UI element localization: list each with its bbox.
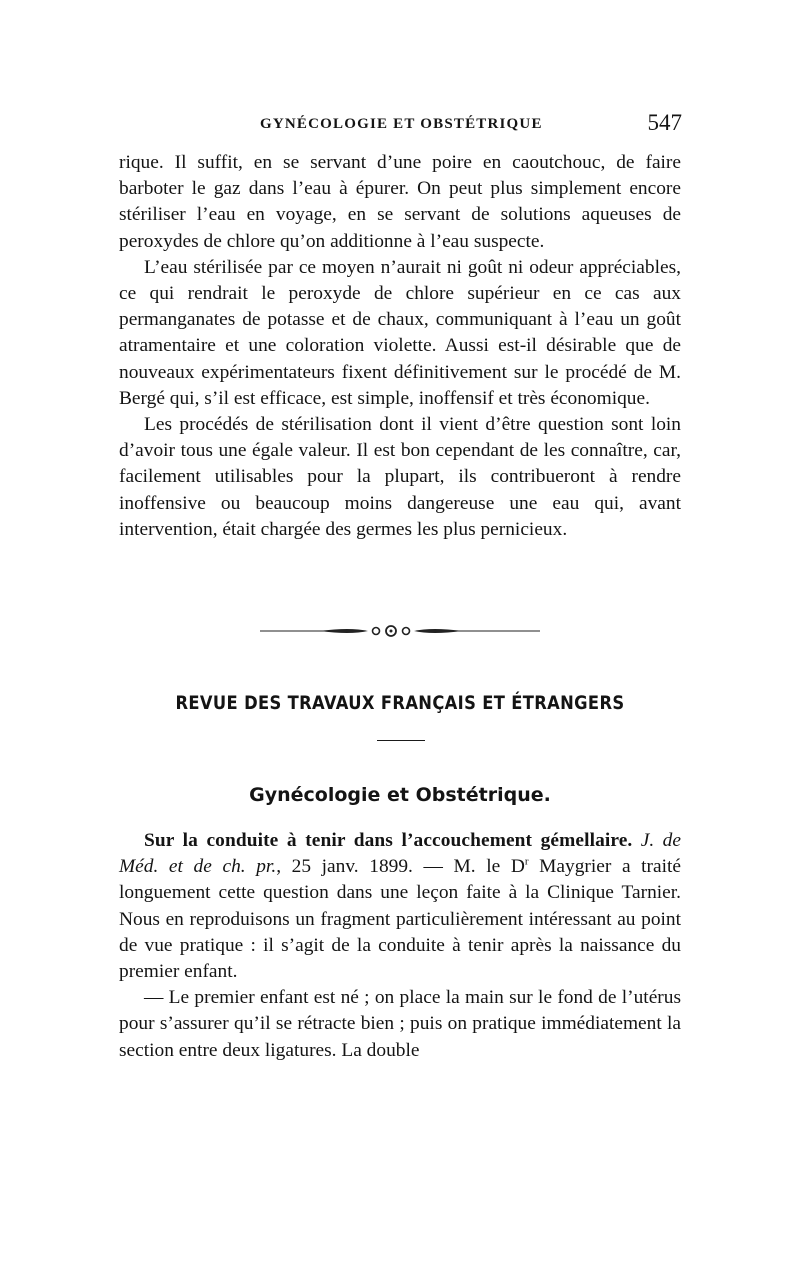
article-body-start: Maygrier a traité longuement cette question dans une leçon faite à la Clinique Tarnier. Nous en reproduisons un fragment particulièrement intéressant au point de vue pratique : il s’agit de la conduite à tenir après la naissance du premier enfant. [119, 856, 682, 983]
dr-superscript: r [524, 855, 529, 868]
continued-text-block [119, 150, 681, 543]
running-head [120, 110, 682, 138]
running-title: GYNÉCOLOGIE ET OBSTÉTRIQUE [260, 116, 543, 132]
article-block [119, 828, 681, 1064]
page-number: 547 [647, 110, 682, 135]
article-date: , 25 janv. 1899. — M. le D [276, 856, 525, 878]
article-paragraph-2: — Le premier enfant est né ; on place la main sur le fond de l’utérus pour s’assurer qu’il se rétracte bien ; puis on pratique immédiatement la section entre deux ligatures. La double [119, 987, 681, 1061]
article-title: Sur la conduite à tenir dans l’accouchement gémellaire. [144, 830, 633, 851]
ornament-divider [260, 624, 540, 638]
section-title: REVUE DES TRAVAUX FRANÇAIS ET ÉTRANGERS [175, 692, 625, 714]
article-source: J. de Méd. et de ch. pr. [119, 830, 681, 878]
article-paragraph-1 [119, 828, 681, 985]
subsection-title: Gynécologie et Obstétrique. [249, 784, 551, 806]
paragraph-3: Les procédés de stérilisation dont il vient d’être question sont loin d’avoir tous une égale valeur. Il est bon cependant de les connaître, car, facilement utilisables pour la plupart, ils contribueront à rendre inoffensive ou beaucoup moins dangereuse une eau qui, avant intervention, était chargée des germes les plus pernicieux. [119, 414, 681, 540]
paragraph-1: rique. Il suffit, en se servant d’une poire en caoutchouc, de faire barboter le gaz dans l’eau à épurer. On peut plus simplement encore stériliser l’eau en voyage, en se servant de solutions aqueuses de peroxydes de chlore qu’on additionne à l’eau suspecte. [119, 152, 681, 252]
paragraph-2: L’eau stérilisée par ce moyen n’aurait ni goût ni odeur appréciables, ce qui rendrait le peroxyde de chlore supérieur en ce cas aux permanganates de potasse et de chaux, communiquant à l’eau un goût atramentaire et une coloration violette. Aussi est-il désirable que de nouveaux expérimentateurs fixent définitivement sur le procédé de M. Bergé qui, s’il est efficace, est simple, inoffensif et très économique. [119, 256, 681, 409]
short-rule [377, 740, 425, 741]
